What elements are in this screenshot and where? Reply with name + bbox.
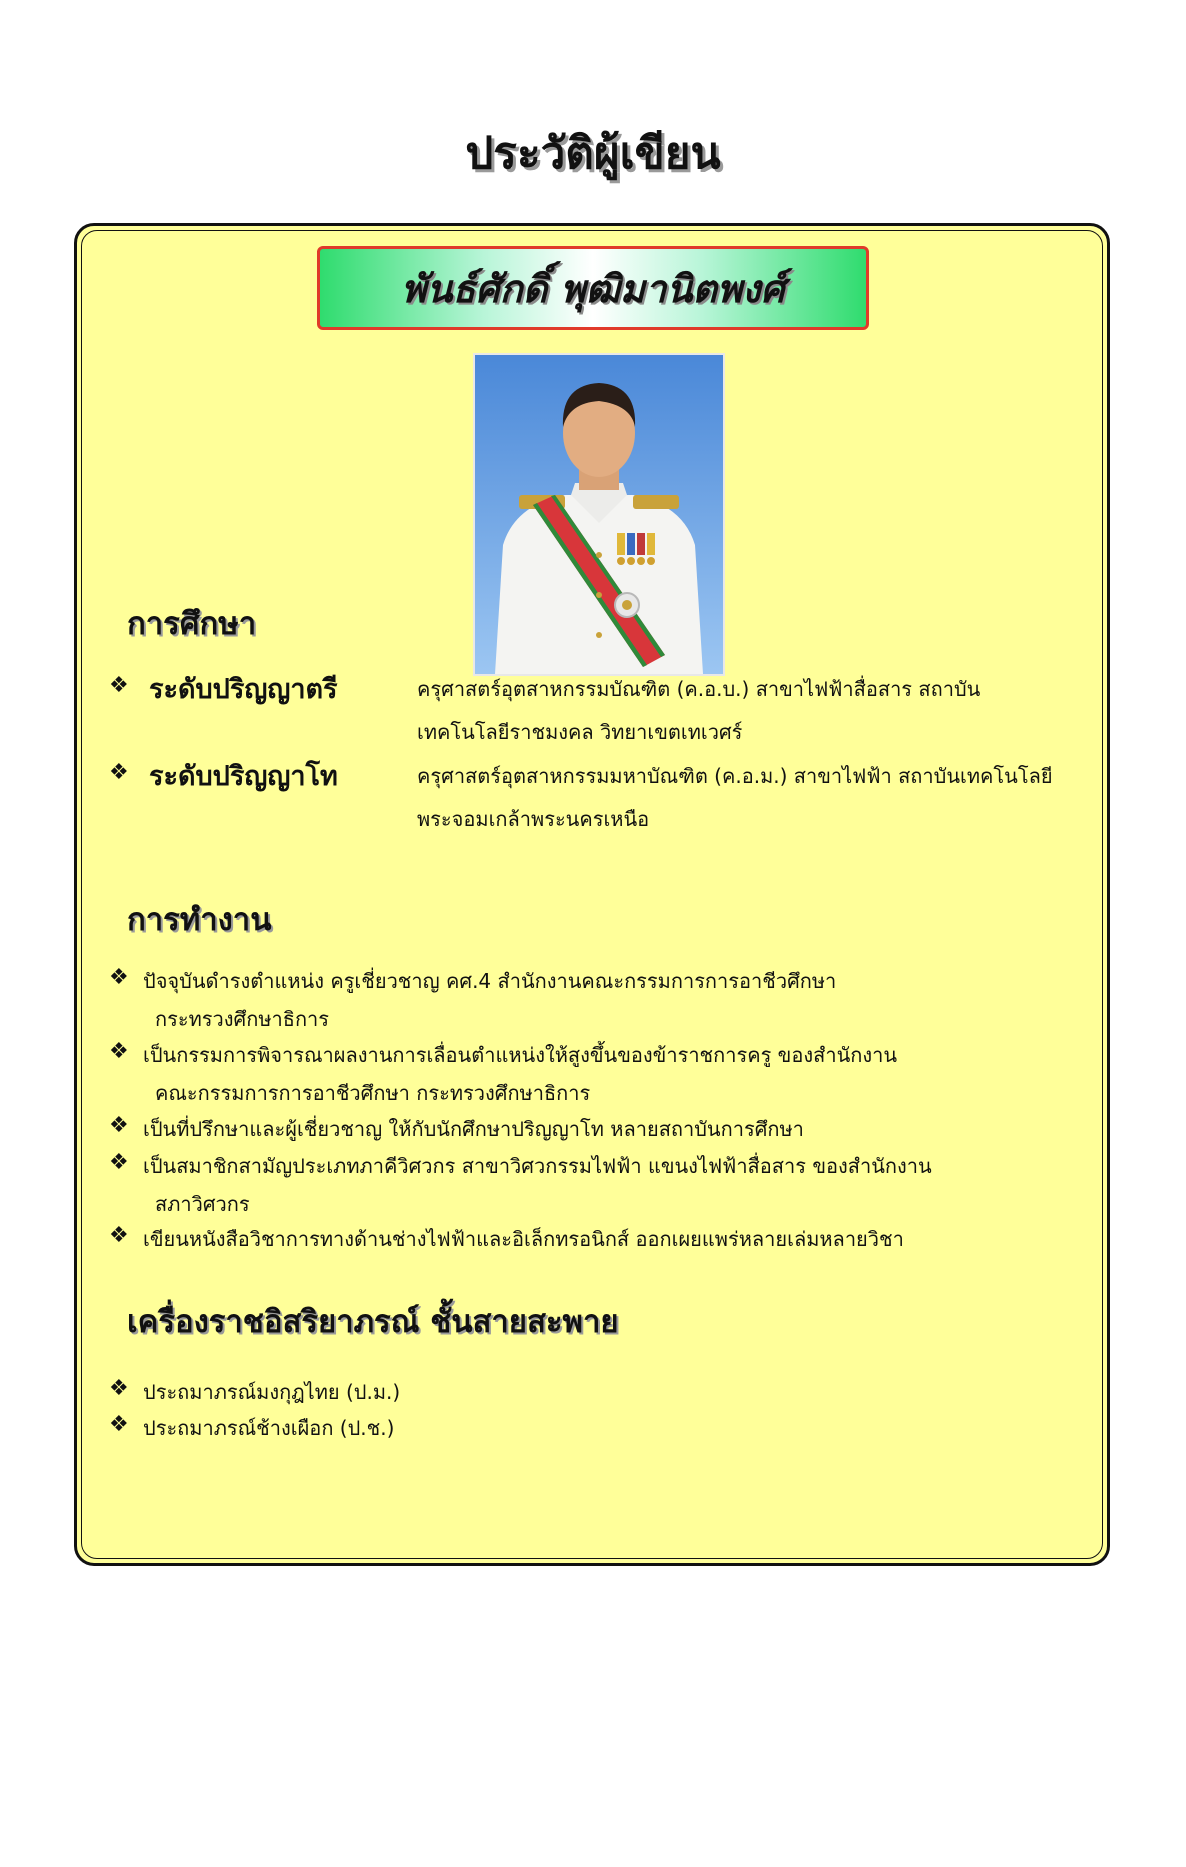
- decoration-line: ประถมาภรณ์ช้างเผือก (ป.ช.): [143, 1416, 395, 1440]
- work-line: สภาวิศวกร: [155, 1192, 250, 1216]
- page-title: ประวัติผู้เขียน: [465, 128, 721, 179]
- bullet-icon: ❖: [109, 1412, 129, 1437]
- bullet-icon: ❖: [109, 1376, 129, 1401]
- bullet-icon: ❖: [109, 1113, 129, 1138]
- education-detail: เทคโนโลยีราชมงคล วิทยาเขตเทเวศร์: [417, 720, 743, 744]
- work-line: กระทรวงศึกษาธิการ: [155, 1007, 330, 1031]
- bullet-icon: ❖: [109, 1150, 129, 1175]
- work-line: คณะกรรมการการอาชีวศึกษา กระทรวงศึกษาธิการ: [155, 1081, 591, 1105]
- education-detail: ครุศาสตร์อุตสาหกรรมมหาบัณฑิต (ค.อ.ม.) สาขาไฟฟ้า สถาบันเทคโนโลยี: [417, 764, 1053, 788]
- bullet-icon: ❖: [109, 965, 129, 990]
- education-level: ระดับปริญญาตรี: [149, 674, 338, 705]
- decoration-line: ประถมาภรณ์มงกุฎไทย (ป.ม.): [143, 1380, 401, 1404]
- bullet-icon: ❖: [109, 1223, 129, 1248]
- author-name-plate: [317, 246, 869, 330]
- author-portrait-image: [475, 355, 723, 674]
- work-line: เป็นที่ปรึกษาและผู้เชี่ยวชาญ ให้กับนักศึกษาปริญญาโท หลายสถาบันการศึกษา: [143, 1117, 804, 1141]
- education-level: ระดับปริญญาโท: [149, 761, 338, 792]
- author-name: พันธ์ศักดิ์ พุฒิมานิตพงศ์: [401, 265, 785, 311]
- work-line: เป็นกรรมการพิจารณาผลงานการเลื่อนตำแหน่งให้สูงขึ้นของข้าราชการครู ของสำนักงาน: [143, 1043, 898, 1067]
- decorations-heading: เครื่องราชอิสริยาภรณ์ ชั้นสายสะพาย: [127, 1304, 619, 1340]
- author-bio-card: [74, 223, 1110, 1566]
- education-detail: พระจอมเกล้าพระนครเหนือ: [417, 807, 650, 831]
- bullet-icon: ❖: [109, 673, 129, 698]
- bullet-icon: ❖: [109, 1039, 129, 1064]
- work-line: เป็นสมาชิกสามัญประเภทภาคีวิศวกร สาขาวิศวกรรมไฟฟ้า แขนงไฟฟ้าสื่อสาร ของสำนักงาน: [143, 1154, 932, 1178]
- author-photo: [473, 353, 725, 676]
- education-heading: การศึกษา: [127, 606, 257, 642]
- work-line: เขียนหนังสือวิชาการทางด้านช่างไฟฟ้าและอิเล็กทรอนิกส์ ออกเผยแพร่หลายเล่มหลายวิชา: [143, 1227, 904, 1251]
- work-line: ปัจจุบันดำรงตำแหน่ง ครูเชี่ยวชาญ คศ.4 สำนักงานคณะกรรมการการอาชีวศึกษา: [143, 969, 837, 993]
- education-detail: ครุศาสตร์อุตสาหกรรมบัณฑิต (ค.อ.บ.) สาขาไฟฟ้าสื่อสาร สถาบัน: [417, 677, 981, 701]
- bullet-icon: ❖: [109, 760, 129, 785]
- work-heading: การทำงาน: [127, 902, 272, 938]
